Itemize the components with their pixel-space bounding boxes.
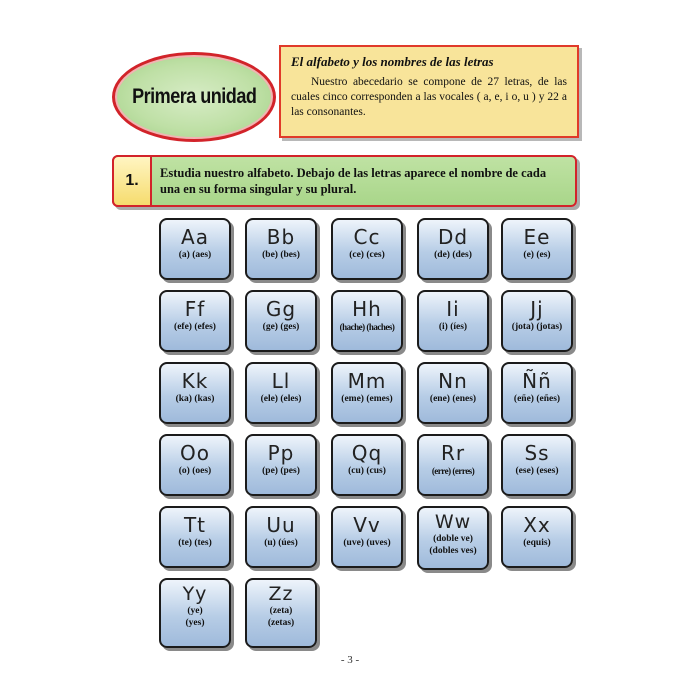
letter-card-l	[245, 362, 317, 424]
letter-name: (eme) (emes)	[341, 394, 393, 404]
letter-card-t	[159, 506, 231, 568]
letter-card-e	[501, 218, 573, 280]
letter-glyph: Yy	[182, 583, 208, 605]
letter-name: (doble ve)	[433, 534, 473, 544]
letter-glyph: Xx	[523, 513, 551, 537]
letter-glyph: Pp	[267, 441, 295, 465]
letter-card-z	[245, 578, 317, 648]
letter-card-i	[417, 290, 489, 352]
letter-card-d	[417, 218, 489, 280]
letter-card-y	[159, 578, 231, 648]
letter-name: (jota) (jotas)	[511, 322, 563, 332]
letter-card-k	[159, 362, 231, 424]
letter-card-j	[501, 290, 573, 352]
letter-card-n	[417, 362, 489, 424]
letter-name: (eñe) (eñes)	[513, 394, 561, 404]
letter-glyph: Ll	[271, 369, 291, 393]
letter-glyph: Jj	[530, 297, 544, 321]
letter-name-plural: (yes)	[185, 618, 205, 628]
letter-card-f	[159, 290, 231, 352]
exercise-banner	[112, 155, 577, 207]
letter-name: (te) (tes)	[178, 538, 212, 548]
letter-name: (cu) (cus)	[348, 466, 386, 476]
letter-name: (ge) (ges)	[262, 322, 300, 332]
unit-title: Primera unidad	[131, 85, 257, 108]
letter-name: (pe) (pes)	[262, 466, 300, 476]
letter-card-q	[331, 434, 403, 496]
alphabet-info-box	[279, 45, 579, 138]
letter-name: (ce) (ces)	[349, 250, 385, 260]
letter-glyph: Ss	[524, 441, 550, 465]
page-number: - 3 -	[340, 654, 360, 666]
letter-name: (equis)	[523, 538, 551, 548]
letter-glyph: Ff	[184, 297, 206, 321]
info-text: Nuestro abecedario se compone de 27 letras, de las cuales cinco corresponden a las vocales ( a, e, i o, u ) y 22 a las consonantes.	[291, 76, 567, 118]
letter-name: (o) (oes)	[178, 466, 212, 476]
letter-card-h	[331, 290, 403, 352]
letter-name: (hache) (haches)	[339, 322, 395, 332]
letter-glyph: Oo	[180, 441, 210, 465]
letter-name: (ye)	[187, 606, 203, 616]
letter-glyph: Vv	[353, 513, 381, 537]
letter-glyph: Kk	[181, 369, 209, 393]
letter-name: (be) (bes)	[262, 250, 300, 260]
letter-name: (de) (des)	[434, 250, 472, 260]
letter-card-x	[501, 506, 573, 568]
letter-card-u	[245, 506, 317, 568]
letter-glyph: Ii	[446, 297, 460, 321]
letter-glyph: Qq	[351, 441, 383, 465]
letter-card-g	[245, 290, 317, 352]
letter-name: (ka) (kas)	[175, 394, 215, 404]
letter-card-s	[501, 434, 573, 496]
letter-name: (uve) (uves)	[343, 538, 391, 548]
letter-name: (a) (aes)	[178, 250, 212, 260]
letter-glyph: Rr	[440, 441, 466, 465]
letter-glyph: Nn	[438, 369, 468, 393]
info-title: El alfabeto y los nombres de las letras	[291, 54, 494, 69]
letter-card-b	[245, 218, 317, 280]
letter-card-r	[417, 434, 489, 496]
letter-name-plural: (zetas)	[267, 618, 295, 628]
letter-glyph: Uu	[266, 513, 296, 537]
letter-glyph: Ññ	[522, 369, 552, 393]
letter-name: (ese) (eses)	[515, 466, 559, 476]
letter-glyph: Dd	[437, 225, 469, 249]
letter-card-c	[331, 218, 403, 280]
letter-card-p	[245, 434, 317, 496]
letter-card-w	[417, 506, 489, 570]
letter-name-plural: (dobles ves)	[429, 546, 477, 556]
letter-glyph: Gg	[265, 297, 297, 321]
letter-glyph: Ww	[434, 511, 472, 533]
letter-card-a	[159, 218, 231, 280]
letter-name: (ene) (enes)	[429, 394, 477, 404]
letter-name: (i) (íes)	[438, 322, 468, 332]
letter-glyph: Ee	[523, 225, 551, 249]
letter-card-v	[331, 506, 403, 568]
letter-glyph: Tt	[183, 513, 207, 537]
letter-glyph: Zz	[268, 583, 294, 605]
letter-card-m	[331, 362, 403, 424]
letter-glyph: Aa	[181, 225, 209, 249]
unit-title-badge	[112, 52, 276, 142]
letter-card-o	[159, 434, 231, 496]
letter-card-enye	[501, 362, 573, 424]
exercise-instruction: Estudia nuestro alfabeto. Debajo de las letras aparece el nombre de cada una en su forma singular y su plural.	[160, 166, 547, 196]
letter-name: (zeta)	[269, 606, 293, 616]
letter-glyph: Hh	[352, 297, 382, 321]
letter-name: (efe) (efes)	[174, 322, 216, 332]
letter-name: (erre) (erres)	[431, 466, 475, 476]
letter-glyph: Cc	[353, 225, 381, 249]
letter-glyph: Mm	[347, 369, 387, 393]
letter-glyph: Bb	[266, 225, 296, 249]
alphabet-grid	[159, 218, 579, 648]
letter-name: (e) (es)	[523, 250, 551, 260]
letter-name: (ele) (eles)	[260, 394, 302, 404]
letter-name: (u) (úes)	[264, 538, 298, 548]
exercise-number: 1.	[112, 155, 152, 207]
